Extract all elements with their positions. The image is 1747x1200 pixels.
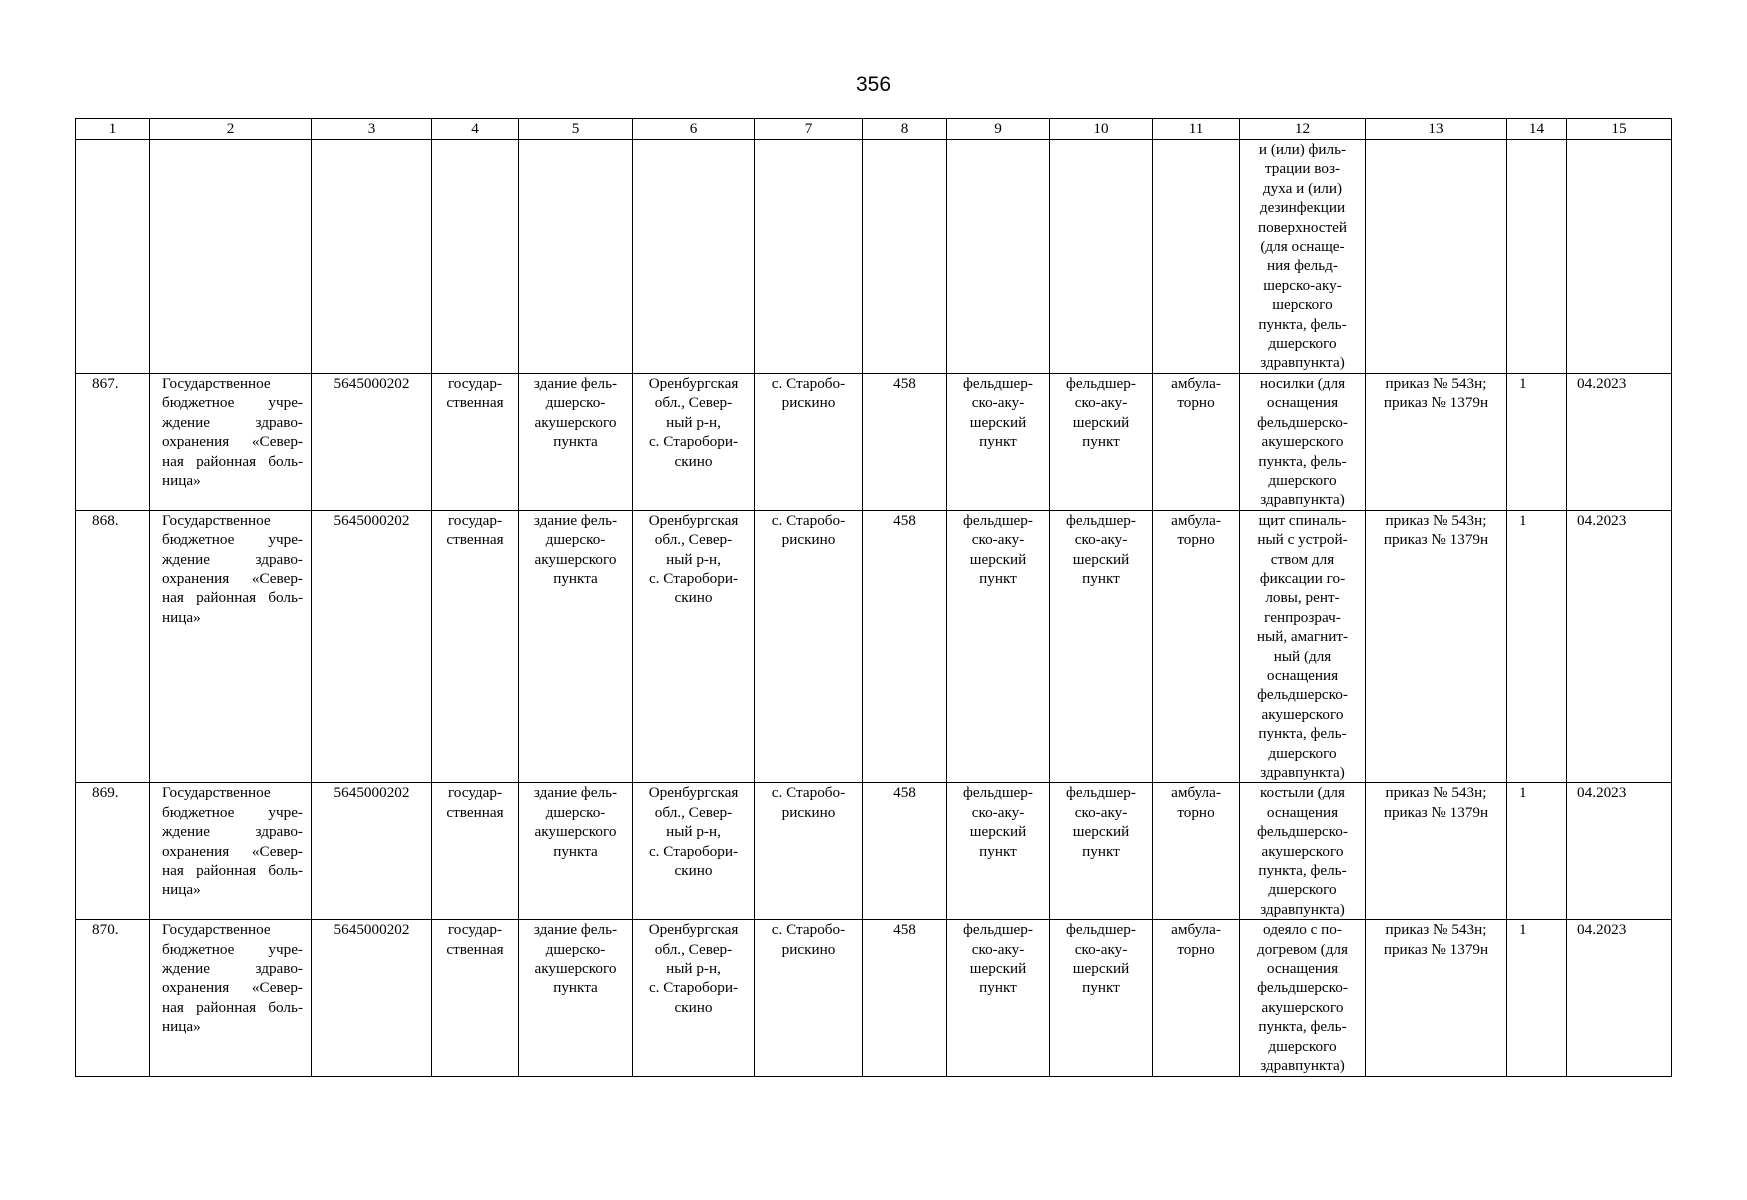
facility-kind-cell: фельдшер- ско-аку- шерский пункт	[1050, 783, 1153, 920]
object-cell: здание фель- дшерско- акушерского пункта	[519, 783, 633, 920]
equipment-cell: одеяло с по- догревом (для оснащения фельдшерско- акушерского пункта, фель- дшерского здравпункта)	[1240, 920, 1366, 1076]
object-cell: здание фель- дшерско- акушерского пункта	[519, 510, 633, 783]
facility-type-cell: фельдшер- ско-аку- шерский пункт	[947, 920, 1050, 1076]
column-header: 2	[150, 119, 312, 140]
population-cell: 458	[863, 510, 947, 783]
organization-cell: Государственное бюджетное учре-ждение здраво-охранения «Север-ная районная боль-ница»	[150, 373, 312, 510]
column-header: 14	[1507, 119, 1567, 140]
date-cell: 04.2023	[1567, 510, 1672, 783]
column-header: 5	[519, 119, 633, 140]
population-cell: 458	[863, 373, 947, 510]
column-header: 10	[1050, 119, 1153, 140]
address-cell: Оренбургская обл., Север- ный р-н, с. Старобори- скино	[633, 510, 755, 783]
table-cell	[150, 140, 312, 374]
table-row	[76, 510, 1672, 783]
row-number-cell: 868.	[76, 510, 150, 783]
object-cell: здание фель- дшерско- акушерского пункта	[519, 373, 633, 510]
settlement-cell: с. Старобо- рискино	[755, 373, 863, 510]
basis-cell: приказ № 543н; приказ № 1379н	[1366, 373, 1507, 510]
facility-type-cell: фельдшер- ско-аку- шерский пункт	[947, 783, 1050, 920]
registry-table	[75, 118, 1672, 1077]
page-number: 356	[855, 73, 892, 96]
address-cell: Оренбургская обл., Север- ный р-н, с. Старобори- скино	[633, 783, 755, 920]
column-header: 3	[312, 119, 432, 140]
facility-type-cell: фельдшер- ско-аку- шерский пункт	[947, 373, 1050, 510]
table-cell	[1567, 140, 1672, 374]
column-header: 13	[1366, 119, 1507, 140]
column-number-row	[76, 119, 1672, 140]
column-header: 7	[755, 119, 863, 140]
care-form-cell: амбула- торно	[1153, 783, 1240, 920]
table-cell	[519, 140, 633, 374]
column-header: 6	[633, 119, 755, 140]
care-form-cell: амбула- торно	[1153, 920, 1240, 1076]
ownership-cell: государ- ственная	[432, 920, 519, 1076]
organization-cell: Государственное бюджетное учре-ждение здраво-охранения «Север-ная районная боль-ница»	[150, 920, 312, 1076]
table-cell	[947, 140, 1050, 374]
ownership-cell: государ- ственная	[432, 510, 519, 783]
care-form-cell: амбула- торно	[1153, 373, 1240, 510]
table-cell	[1507, 140, 1567, 374]
organization-cell: Государственное бюджетное учре-ждение здраво-охранения «Север-ная районная боль-ница»	[150, 510, 312, 783]
facility-kind-cell: фельдшер- ско-аку- шерский пункт	[1050, 920, 1153, 1076]
basis-cell: приказ № 543н; приказ № 1379н	[1366, 920, 1507, 1076]
equipment-cell: щит спиналь- ный с устрой- ством для фиксации го- ловы, рент- генпрозрач- ный, амагнит- ный (для оснащения фельдшерско- акушерского пункта, фель- дшерского здравпункта)	[1240, 510, 1366, 783]
address-cell: Оренбургская обл., Север- ный р-н, с. Старобори- скино	[633, 373, 755, 510]
inn-cell: 5645000202	[312, 510, 432, 783]
ownership-cell: государ- ственная	[432, 373, 519, 510]
table-cell	[312, 140, 432, 374]
inn-cell: 5645000202	[312, 920, 432, 1076]
settlement-cell: с. Старобо- рискино	[755, 920, 863, 1076]
column-header: 8	[863, 119, 947, 140]
table-row	[76, 373, 1672, 510]
basis-cell: приказ № 543н; приказ № 1379н	[1366, 783, 1507, 920]
organization-cell: Государственное бюджетное учре-ждение здраво-охранения «Север-ная районная боль-ница»	[150, 783, 312, 920]
population-cell: 458	[863, 783, 947, 920]
table-row	[76, 783, 1672, 920]
date-cell: 04.2023	[1567, 373, 1672, 510]
table-cell	[76, 140, 150, 374]
equipment-cell: носилки (для оснащения фельдшерско- акушерского пункта, фель- дшерского здравпункта)	[1240, 373, 1366, 510]
object-cell: здание фель- дшерско- акушерского пункта	[519, 920, 633, 1076]
column-header: 12	[1240, 119, 1366, 140]
column-header: 11	[1153, 119, 1240, 140]
ownership-cell: государ- ственная	[432, 783, 519, 920]
quantity-cell: 1	[1507, 920, 1567, 1076]
continuation-row	[76, 140, 1672, 374]
address-cell: Оренбургская обл., Север- ный р-н, с. Старобори- скино	[633, 920, 755, 1076]
row-number-cell: 869.	[76, 783, 150, 920]
quantity-cell: 1	[1507, 373, 1567, 510]
table-cell	[1050, 140, 1153, 374]
row-number-cell: 870.	[76, 920, 150, 1076]
equipment-cell: костыли (для оснащения фельдшерско- акушерского пункта, фель- дшерского здравпункта)	[1240, 783, 1366, 920]
inn-cell: 5645000202	[312, 373, 432, 510]
facility-kind-cell: фельдшер- ско-аку- шерский пункт	[1050, 510, 1153, 783]
settlement-cell: с. Старобо- рискино	[755, 783, 863, 920]
settlement-cell: с. Старобо- рискино	[755, 510, 863, 783]
table-cell	[863, 140, 947, 374]
date-cell: 04.2023	[1567, 920, 1672, 1076]
column-header: 9	[947, 119, 1050, 140]
basis-cell: приказ № 543н; приказ № 1379н	[1366, 510, 1507, 783]
table-row	[76, 920, 1672, 1076]
column-header: 15	[1567, 119, 1672, 140]
facility-kind-cell: фельдшер- ско-аку- шерский пункт	[1050, 373, 1153, 510]
date-cell: 04.2023	[1567, 783, 1672, 920]
population-cell: 458	[863, 920, 947, 1076]
quantity-cell: 1	[1507, 510, 1567, 783]
column-header: 1	[76, 119, 150, 140]
row-number-cell: 867.	[76, 373, 150, 510]
table-cell	[633, 140, 755, 374]
table-cell	[432, 140, 519, 374]
equipment-cell: и (или) филь- трации воз- духа и (или) дезинфекции поверхностей (для оснаще- ния фельд- шерско-аку- шерского пункта, фель- дшерского здравпункта)	[1240, 140, 1366, 374]
table-cell	[1153, 140, 1240, 374]
quantity-cell: 1	[1507, 783, 1567, 920]
care-form-cell: амбула- торно	[1153, 510, 1240, 783]
facility-type-cell: фельдшер- ско-аку- шерский пункт	[947, 510, 1050, 783]
inn-cell: 5645000202	[312, 783, 432, 920]
column-header: 4	[432, 119, 519, 140]
table-cell	[755, 140, 863, 374]
table-cell	[1366, 140, 1507, 374]
